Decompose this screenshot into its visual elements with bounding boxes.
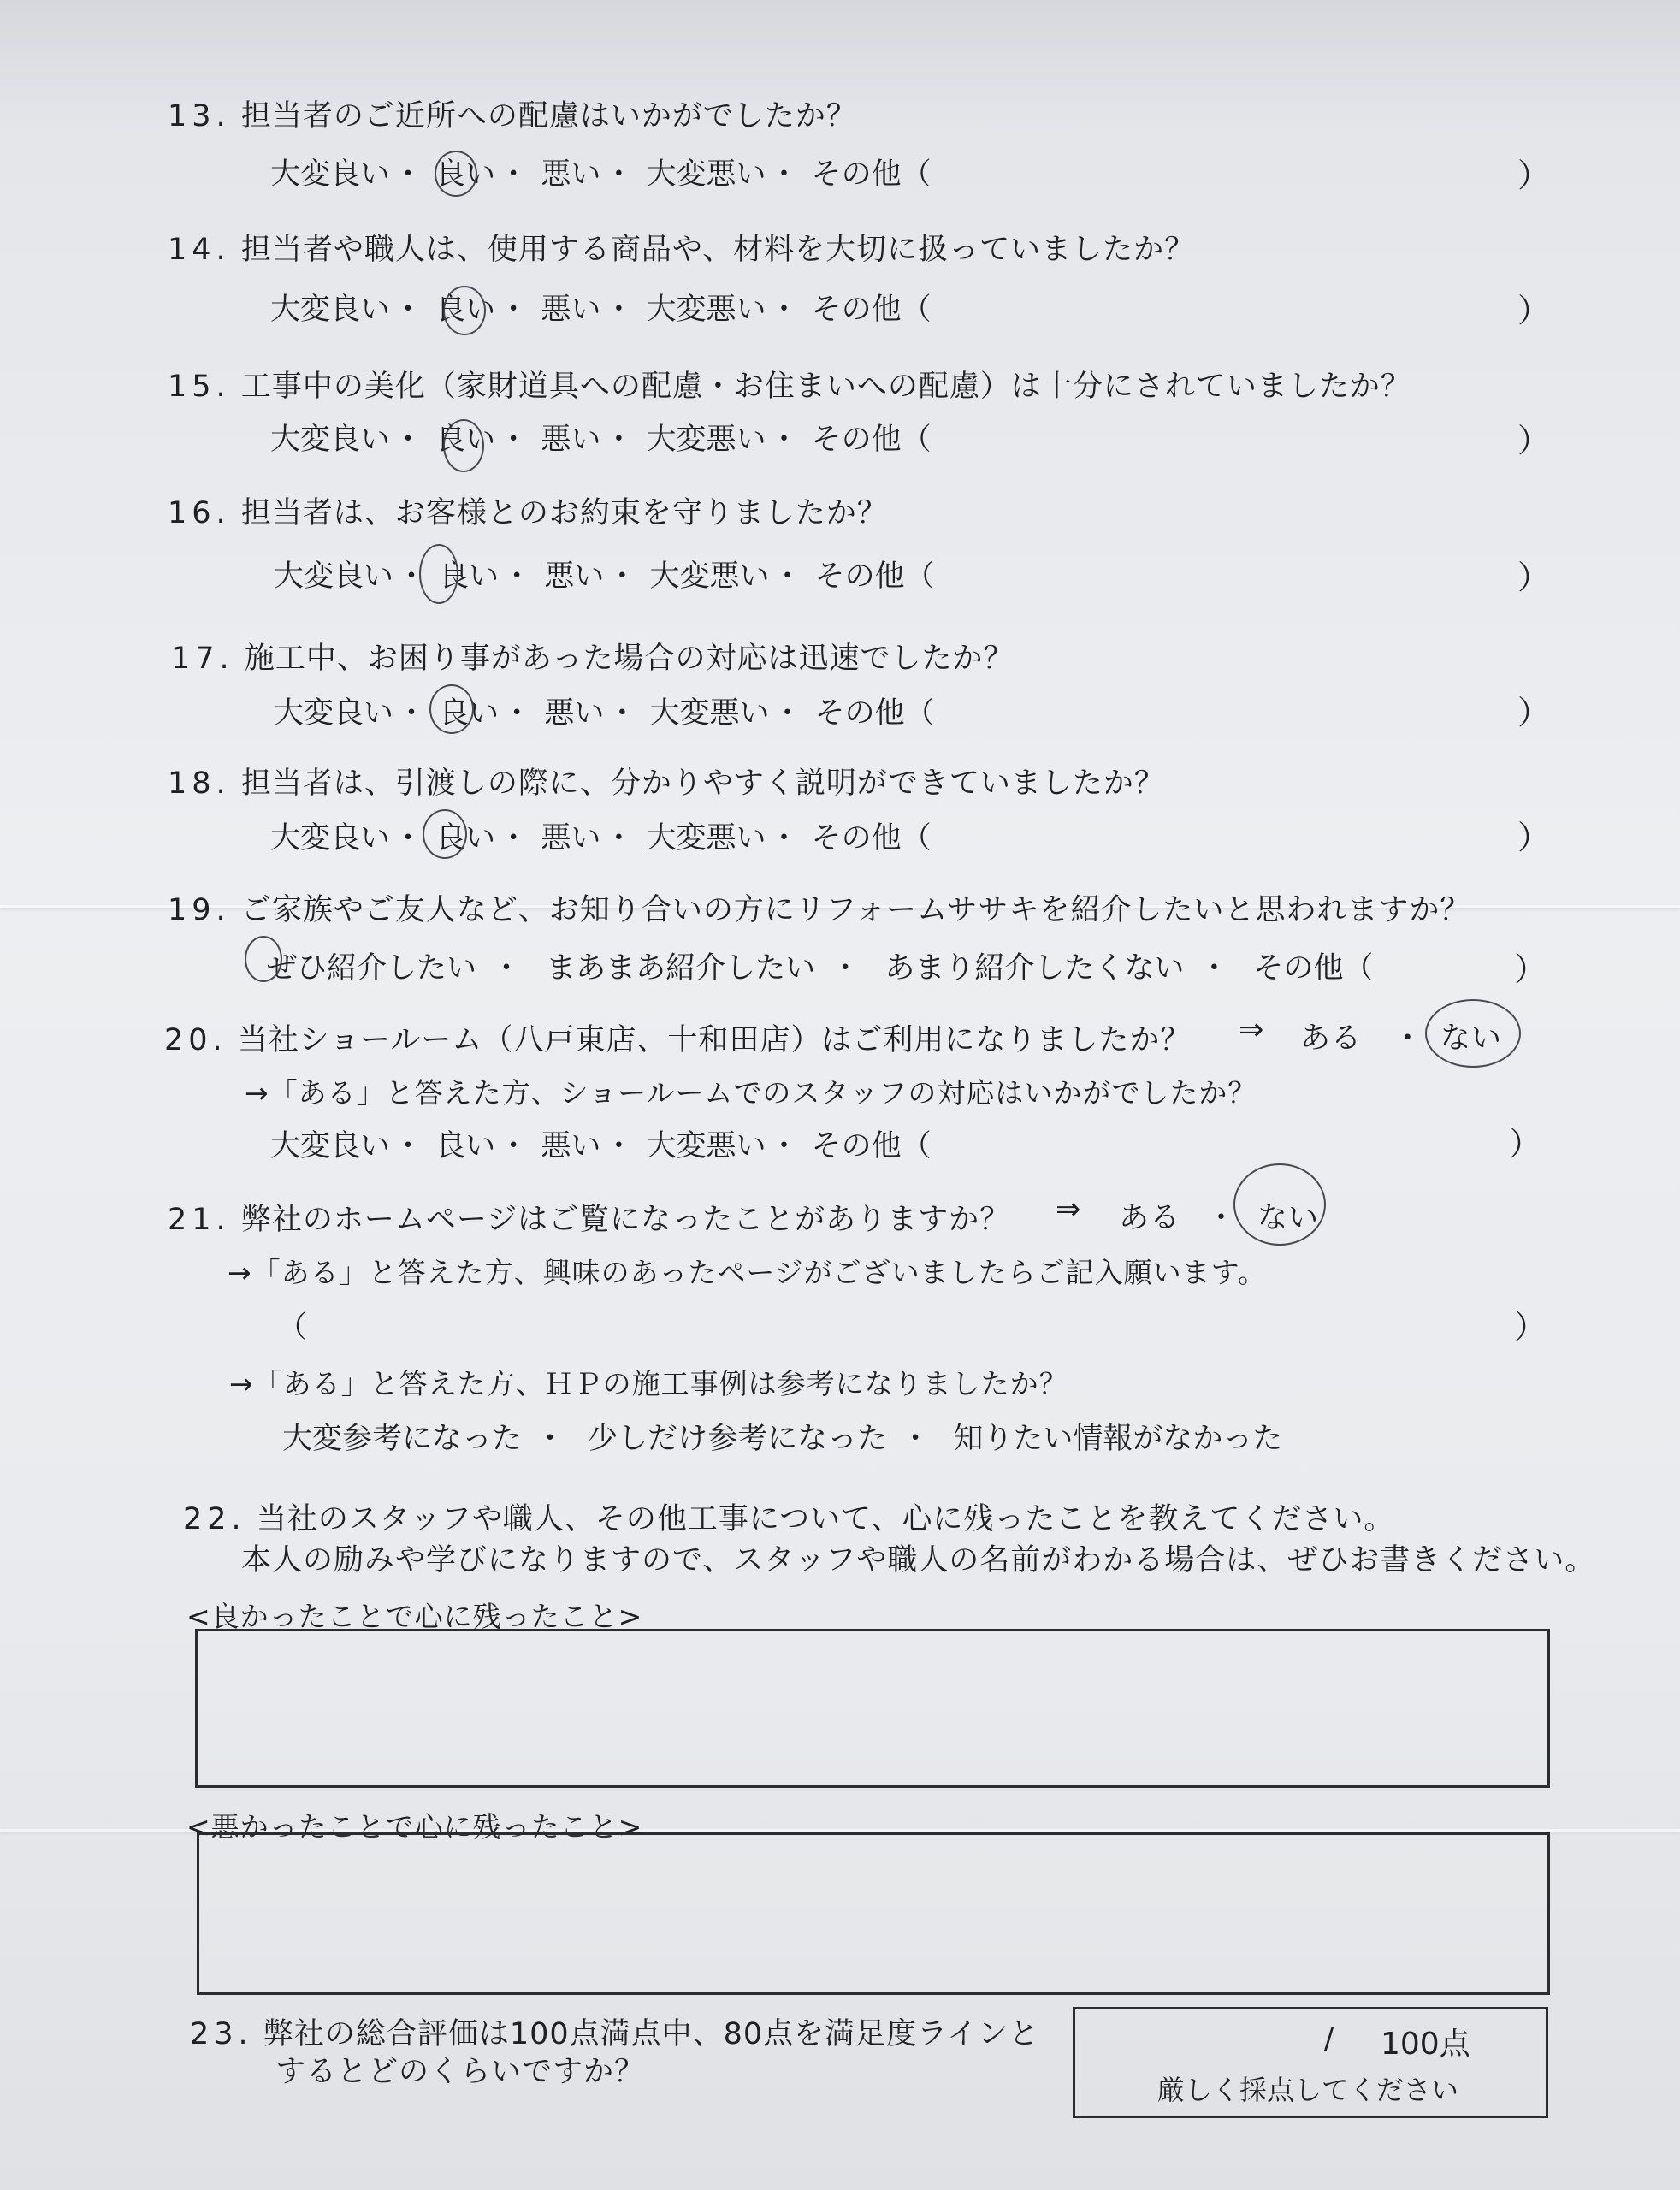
question-number: 17. <box>171 642 234 676</box>
question-text: 当社のスタッフや職人、その他工事について、心に残ったことを教えてください。 <box>256 1502 1395 1536</box>
score-slash: / <box>1324 2021 1334 2056</box>
option-other[interactable]: その他（ <box>814 559 935 594</box>
answer-row-19: ぜひ紹介したい ・ まあまあ紹介したい ・ あまり紹介したくない ・ その他（ <box>267 951 1374 986</box>
question-19 <box>168 886 1470 929</box>
free-text-input[interactable] <box>318 1307 1499 1341</box>
option-bad[interactable]: 悪い <box>544 696 605 731</box>
option-yes[interactable]: ある <box>1119 1201 1181 1235</box>
question-18 <box>168 760 1165 802</box>
option-bad[interactable]: 悪い <box>541 293 601 327</box>
question-16 <box>168 489 888 532</box>
question-note: 本人の励みや学びになりますので、スタッフや職人の名前がわかる場合は、ぜひお書きください。 <box>241 1543 1596 1577</box>
handwritten-circle-mark <box>1425 999 1521 1068</box>
option-other[interactable]: その他（ <box>811 293 932 327</box>
question-text: 当社ショールーム（八戸東店、十和田店）はご利用になりましたか？ <box>237 1023 1192 1057</box>
question-text: 担当者のご近所への配慮はいかがでしたか？ <box>240 99 857 133</box>
option-somewhat-helpful[interactable]: 少しだけ参考になった <box>588 1422 888 1456</box>
option-bad[interactable]: 悪い <box>541 157 601 192</box>
handwritten-circle-mark <box>429 684 474 734</box>
question-21 <box>168 1196 1010 1239</box>
question-text: ご家族やご友人など、お知り合いの方にリフォームササキを紹介したいと思われますか？ <box>240 893 1471 927</box>
option-other[interactable]: その他（ <box>811 821 932 855</box>
handwritten-circle-mark <box>423 809 467 859</box>
follow-up-question: →「ある」と答えた方、ショールームでのスタッフの対応はいかがでしたか？ <box>245 1076 1257 1110</box>
question-text: 担当者や職人は、使用する商品や、材料を大切に扱っていましたか？ <box>240 233 1196 267</box>
option-no[interactable]: ない <box>1257 1201 1320 1235</box>
question-number: 19. <box>168 893 231 927</box>
score-max: 100点 <box>1381 2027 1470 2062</box>
close-paren: ） <box>1509 1125 1542 1163</box>
good-comments-box[interactable] <box>195 1629 1550 1788</box>
answer-row-20: 大変良い・ 良い・ 悪い・ 大変悪い・ その他（ <box>270 1129 932 1163</box>
option-no[interactable]: ない <box>1440 1021 1503 1056</box>
option-very-helpful[interactable]: 大変参考になった <box>282 1422 523 1456</box>
option-good[interactable]: 良い <box>435 157 496 192</box>
option-very-good[interactable]: 大変良い <box>270 293 391 327</box>
answer-row-14: 大変良い・ 良い・ 悪い・ 大変悪い・ その他（ <box>270 293 932 327</box>
question-text: 施工中、お困り事があった場合の対応は迅速でしたか？ <box>244 642 1015 676</box>
option-good[interactable]: 良い <box>435 821 496 855</box>
option-very-bad[interactable]: 大変悪い <box>646 1129 766 1163</box>
score-note: 厳しく採点してください <box>1157 2074 1459 2106</box>
handwritten-circle-mark <box>443 419 484 472</box>
question-13 <box>168 92 857 135</box>
option-good[interactable]: 良い <box>439 559 500 594</box>
question-text: 担当者は、お客様とのお約束を守りましたか？ <box>240 496 888 530</box>
arrow-icon: ⇒ <box>1056 1193 1082 1227</box>
option-bad[interactable]: 悪い <box>544 559 605 594</box>
question-number: 15. <box>168 370 231 404</box>
question-number: 16. <box>168 496 231 530</box>
question-text: 弊社の総合評価は100点満点中、80点を満足度ラインと <box>263 2017 1040 2051</box>
close-paren: ） <box>1517 819 1551 856</box>
option-very-bad[interactable]: 大変悪い <box>646 293 766 327</box>
question-number: 23. <box>190 2017 253 2051</box>
good-comments-label: <良かったことで心に残ったこと> <box>186 1600 643 1633</box>
answer-row-17: 大変良い・ 良い・ 悪い・ 大変悪い・ その他（ <box>274 696 935 731</box>
question-text: 工事中の美化（家財道具への配慮・お住まいへの配慮）は十分にされていましたか？ <box>240 370 1411 404</box>
option-good[interactable]: 良い <box>435 293 496 327</box>
option-yes[interactable]: ある <box>1300 1021 1363 1056</box>
handwritten-circle-mark <box>443 286 486 335</box>
option-other[interactable]: その他（ <box>811 423 932 457</box>
question-15 <box>168 363 1411 405</box>
option-very-bad[interactable]: 大変悪い <box>646 423 766 457</box>
question-number: 20. <box>164 1023 228 1057</box>
option-bad[interactable]: 悪い <box>541 1129 601 1163</box>
handwritten-circle-mark <box>435 151 477 197</box>
option-other[interactable]: その他（ <box>1253 951 1374 986</box>
close-paren: ） <box>1514 1308 1547 1346</box>
question-number: 13. <box>168 99 231 133</box>
question-17 <box>171 635 1014 678</box>
question-number: 22. <box>183 1502 246 1536</box>
option-other[interactable]: その他（ <box>811 157 932 192</box>
question-text: 弊社のホームページはご覧になったことがありますか？ <box>240 1203 1011 1237</box>
answer-row-16: 大変良い・ 良い・ 悪い・ 大変悪い・ その他（ <box>274 559 935 594</box>
option-bad[interactable]: 悪い <box>541 821 601 855</box>
close-paren: ） <box>1517 559 1551 596</box>
answer-row-13: 大変良い・ 良い・ 悪い・ 大変悪い・ その他（ <box>270 157 932 192</box>
question-23 <box>190 2010 1039 2053</box>
answer-row-15: 大変良い・ 良い・ 悪い・ 大変悪い・ その他（ <box>270 423 932 457</box>
handwritten-circle-mark <box>245 936 282 982</box>
question-14 <box>168 226 1195 269</box>
option-very-good[interactable]: 大変良い <box>270 423 391 457</box>
option-very-good[interactable]: 大変良い <box>270 821 391 855</box>
question-text: 担当者は、引渡しの際に、分かりやすく説明ができていましたか？ <box>240 766 1165 801</box>
handwritten-circle-mark <box>1233 1163 1326 1246</box>
option-very-bad[interactable]: 大変悪い <box>649 559 770 594</box>
close-paren: ） <box>1517 292 1551 329</box>
option-very-good[interactable]: 大変良い <box>270 1129 391 1163</box>
option-very-bad[interactable]: 大変悪い <box>646 821 766 855</box>
option-not-recommend[interactable]: あまり紹介したくない <box>884 951 1185 986</box>
option-very-good[interactable]: 大変良い <box>274 696 394 731</box>
option-good[interactable]: 良い <box>435 1129 496 1163</box>
option-very-good[interactable]: 大変良い <box>270 157 391 192</box>
option-very-good[interactable]: 大変良い <box>274 559 394 594</box>
arrow-icon: ⇒ <box>1239 1013 1265 1047</box>
option-somewhat-recommend[interactable]: まあまあ紹介したい <box>546 951 816 986</box>
option-good[interactable]: 良い <box>439 696 500 731</box>
question-number: 14. <box>168 233 231 267</box>
follow-up-question: →「ある」と答えた方、ＨＰの施工事例は参考になりましたか？ <box>229 1367 1068 1400</box>
option-other[interactable]: その他（ <box>814 696 935 731</box>
question-number: 18. <box>168 766 231 801</box>
separator-dot: ・ <box>1206 1201 1238 1235</box>
close-paren: ） <box>1517 157 1551 194</box>
answer-row-18: 大変良い・ 良い・ 悪い・ 大変悪い・ その他（ <box>270 821 932 855</box>
question-text-continued: するとどのくらいですか？ <box>275 2055 646 2089</box>
question-22 <box>183 1495 1394 1538</box>
close-paren: ） <box>1514 950 1547 988</box>
option-bad[interactable]: 悪い <box>541 423 601 457</box>
question-number: 21. <box>168 1203 231 1237</box>
option-other[interactable]: その他（ <box>811 1129 932 1163</box>
close-paren: ） <box>1517 422 1551 459</box>
option-definitely-recommend[interactable]: ぜひ紹介したい <box>267 951 477 986</box>
follow-up-question: →「ある」と答えた方、興味のあったページがございましたらご記入願います。 <box>228 1256 1268 1289</box>
option-not-helpful[interactable]: 知りたい情報がなかった <box>953 1422 1283 1456</box>
handwritten-circle-mark <box>419 544 458 604</box>
answer-row-21: 大変参考になった ・ 少しだけ参考になった ・ 知りたい情報がなかった <box>282 1422 1283 1456</box>
bad-comments-box[interactable] <box>197 1832 1550 1995</box>
option-good[interactable]: 良い <box>435 423 496 457</box>
separator-dot: ・ <box>1393 1021 1424 1056</box>
question-20 <box>164 1016 1191 1059</box>
option-very-bad[interactable]: 大変悪い <box>649 696 770 731</box>
bad-comments-label: <悪かったことで心に残ったこと> <box>186 1810 643 1844</box>
close-paren: ） <box>1517 694 1551 731</box>
option-very-bad[interactable]: 大変悪い <box>646 157 766 192</box>
open-paren: （ <box>277 1311 309 1345</box>
